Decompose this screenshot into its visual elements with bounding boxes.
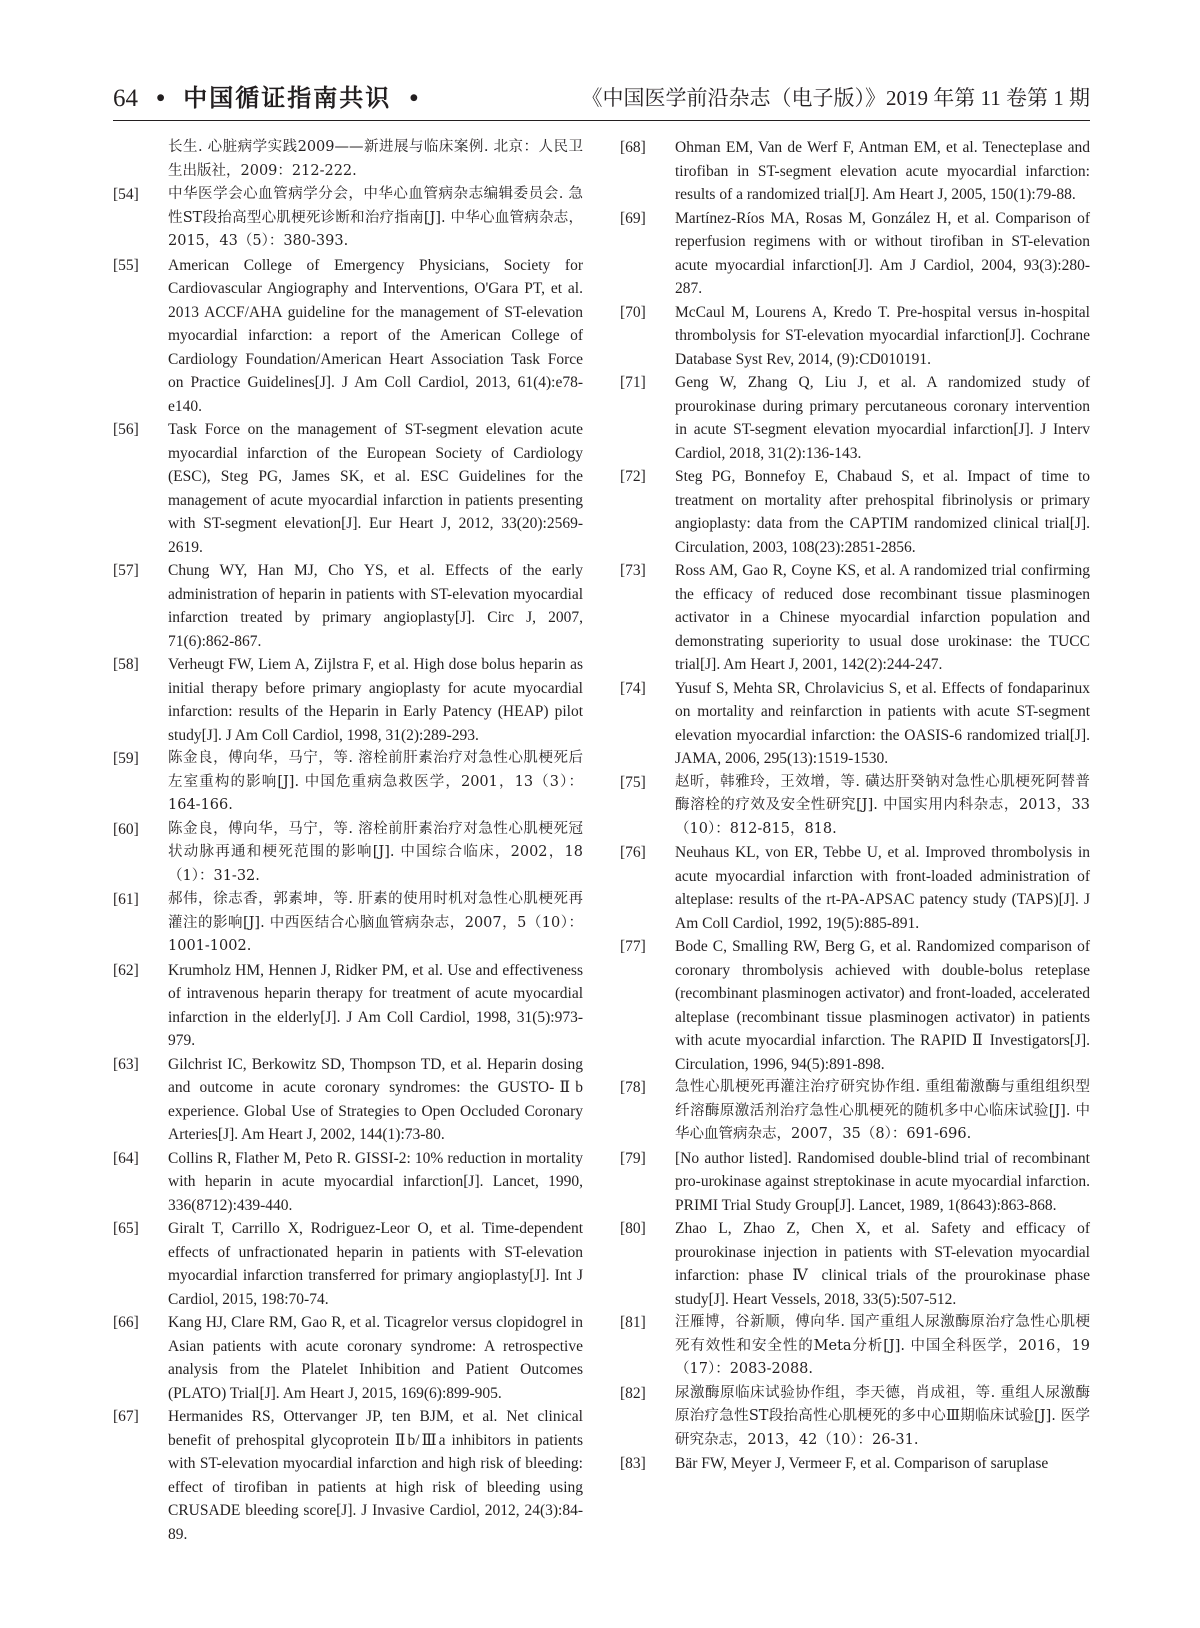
page-number: 64: [113, 85, 138, 112]
reference-text: Ohman EM, Van de Werf F, Antman EM, et al. Tenecteplase and tirofiban in ST-segment elevation acute myocardial infarction: results of a randomized trial[J]. Am Heart J, 2005, 150(1):79-88.: [675, 139, 1090, 203]
reference-text: Bode C, Smalling RW, Berg G, et al. Randomized comparison of coronary thrombolysis achieved with double-bolus reteplase (recombinant plasminogen activator) and front-loaded, accelerated alteplase (recombinant tissue plasminogen activator) in patients with acute myocardial infarction. The RAPID Ⅱ Investigators[J]. Circulation, 1996, 94(5):891-898.: [675, 938, 1090, 1073]
reference-text: 尿激酶原临床试验协作组，李天德，肖成祖，等. 重组人尿激酶原治疗急性ST段抬高性心肌梗死的多中心Ⅲ期临床试验[J]. 医学研究杂志，2013，42（10）：26-31.: [675, 1384, 1090, 1448]
reference-number: [71]: [620, 374, 646, 391]
header-rule: [113, 120, 1090, 121]
reference-item: [113, 418, 583, 559]
reference-number: [70]: [620, 303, 646, 321]
reference-item: [113, 183, 583, 254]
reference-text: Krumholz HM, Hennen J, Ridker PM, et al. Use and effectiveness of intravenous heparin therapy for treatment of acute myocardial infarction in the elderly[J]. J Am Coll Cardiol, 1998, 31(5):973-979.: [168, 961, 583, 1049]
reference-number: [64]: [113, 1149, 139, 1167]
reference-item: [620, 1076, 1090, 1147]
reference-text: Neuhaus KL, von ER, Tebbe U, et al. Improved thrombolysis in acute myocardial infarction with front-loaded administration of alteplase: results of the rt-PA-APSAC patency study (TAPS)[J]. J Am Coll Cardiol, 1992, 19(5):885-891.: [675, 844, 1090, 932]
reference-number: [78]: [620, 1079, 646, 1096]
reference-item: [620, 465, 1090, 559]
reference-number: [69]: [620, 209, 646, 227]
reference-item: [620, 207, 1090, 301]
reference-number: [82]: [620, 1384, 646, 1402]
reference-item: [113, 959, 583, 1053]
reference-item: [620, 771, 1090, 842]
reference-item: [620, 1452, 1090, 1476]
header-separator: •: [409, 85, 419, 112]
reference-text: McCaul M, Lourens A, Kredo T. Pre-hospital versus in-hospital thrombolysis for ST-elevation myocardial infarction[J]. Cochrane Database Syst Rev, 2014, (9):CD010191.: [675, 303, 1090, 368]
reference-text: Steg PG, Bonnefoy E, Chabaud S, et al. Impact of time to treatment on mortality after prehospital fibrinolysis or primary angioplasty: data from the CAPTIM randomized clinical trial[J]. Circulation, 2003, 108(23):2851-2856.: [675, 468, 1090, 556]
reference-item: [620, 136, 1090, 207]
reference-item: [620, 1217, 1090, 1311]
reference-text: Hermanides RS, Ottervanger JP, ten BJM, et al. Net clinical benefit of prehospital glycoprotein Ⅱb/Ⅲa inhibitors in patients with ST-elevation myocardial infarction and high risk of bleeding: effect of tirofiban in patients at high risk of bleeding using CRUSADE bleeding score[J]. J Invasive Cardiol, 2012, 24(3):84-89.: [168, 1408, 583, 1543]
reference-item: [113, 1311, 583, 1405]
reference-number: [59]: [113, 750, 139, 767]
header-separator: •: [156, 85, 166, 112]
reference-item: [113, 254, 583, 419]
reference-number: [83]: [620, 1455, 646, 1472]
reference-text: Chung WY, Han MJ, Cho YS, et al. Effects of the early administration of heparin in patients with ST-elevation myocardial infarction treated by primary angioplasty[J]. Circ J, 2007, 71(6):862-867.: [168, 562, 583, 650]
header-left: [113, 78, 430, 119]
reference-text: Martínez-Ríos MA, Rosas M, González H, et al. Comparison of reperfusion regimens with or without tirofiban in ST-elevation acute myocardial infarction[J]. Am J Cardiol, 2004, 93(3):280-287.: [675, 209, 1090, 297]
reference-item: [113, 1405, 583, 1546]
reference-text: Kang HJ, Clare RM, Gao R, et al. Ticagrelor versus clopidogrel in Asian patients with acute coronary syndrome: A retrospective analysis from the Platelet Inhibition and Patient Outcomes (PLATO) Trial[J]. Am Heart J, 2015, 169(6):899-905.: [168, 1314, 583, 1402]
reference-item: [620, 841, 1090, 935]
reference-item: [620, 1311, 1090, 1382]
reference-item: [620, 301, 1090, 372]
reference-item: [113, 1053, 583, 1147]
reference-number: [80]: [620, 1220, 646, 1237]
reference-text: Geng W, Zhang Q, Liu J, et al. A randomized study of prourokinase during primary percutaneous coronary intervention in acute ST-segment elevation myocardial infarction[J]. J Interv Cardiol, 2018, 31(2):136-143.: [675, 374, 1090, 462]
reference-number: [72]: [620, 468, 646, 485]
reference-number: [76]: [620, 844, 646, 861]
reference-text: Task Force on the management of ST-segment elevation acute myocardial infarction of the European Society of Cardiology (ESC), Steg PG, James SK, et al. ESC Guidelines for the management of acute myocardial infarction in patients presenting with ST-segment elevation[J]. Eur Heart J, 2012, 33(20):2569-2619.: [168, 421, 583, 556]
reference-number: [73]: [620, 562, 646, 579]
reference-number: [63]: [113, 1055, 139, 1073]
reference-text: Verheugt FW, Liem A, Zijlstra F, et al. High dose bolus heparin as initial therapy before primary angioplasty for acute myocardial infarction: results of the Heparin in Early Patency (HEAP) pilot study[J]. J Am Coll Cardiol, 1998, 31(2):289-293.: [168, 656, 583, 744]
reference-text: 陈金良，傅向华，马宁，等. 溶栓前肝素治疗对急性心肌梗死后左室重构的影响[J]. 中国危重病急救医学，2001，13（3）：164-166.: [168, 750, 583, 813]
reference-number: [55]: [113, 256, 139, 274]
reference-text: Giralt T, Carrillo X, Rodriguez-Leor O, et al. Time-dependent effects of unfractionated heparin in patients with ST-elevation myocardial infarction transferred for primary angioplasty[J]. Int J Cardiol, 2015, 198:70-74.: [168, 1220, 583, 1308]
reference-number: [56]: [113, 421, 139, 438]
reference-item: [113, 888, 583, 959]
reference-text: 陈金良，傅向华，马宁，等. 溶栓前肝素治疗对急性心肌梗死冠状动脉再通和梗死范围的影响[J]. 中国综合临床，2002，18（1）：31-32.: [168, 820, 583, 884]
reference-text: Ross AM, Gao R, Coyne KS, et al. A randomized trial confirming the efficacy of reduced dose recombinant tissue plasminogen activator in a Chinese myocardial infarction population and demonstrating superiority to usual dose urokinase: the TUCC trial[J]. Am Heart J, 2001, 142(2):244-247.: [675, 562, 1090, 673]
reference-number: [77]: [620, 938, 646, 955]
reference-item: [620, 1382, 1090, 1453]
reference-text: Yusuf S, Mehta SR, Chrolavicius S, et al. Effects of fondaparinux on mortality and reinfarction in patients with acute ST-segment elevation myocardial infarction: the OASIS-6 randomized trial[J]. JAMA, 2006, 295(13):1519-1530.: [675, 679, 1090, 767]
reference-number: [67]: [113, 1408, 139, 1425]
section-title: 中国循证指南共识: [183, 84, 392, 112]
reference-number: [54]: [113, 186, 139, 203]
page-header: [113, 78, 1090, 118]
reference-item: [113, 653, 583, 747]
reference-text: 长生. 心脏病学实践2009——新进展与临床案例. 北京：人民卫生出版社，2009：212-222.: [168, 139, 583, 179]
reference-item: [620, 371, 1090, 465]
reference-item: [113, 747, 583, 818]
reference-text: [No author listed]. Randomised double-blind trial of recombinant pro-urokinase against streptokinase in acute myocardial infarction. PRIMI Trial Study Group[J]. Lancet, 1989, 1(8643):863-868.: [675, 1149, 1090, 1214]
reference-text: 郝伟，徐志香，郭素坤，等. 肝素的使用时机对急性心肌梗死再灌注的影响[J]. 中西医结合心脑血管病杂志，2007，5（10）：1001-1002.: [168, 891, 583, 954]
reference-number: [79]: [620, 1149, 646, 1167]
reference-item: [113, 818, 583, 889]
reference-column-left: [113, 136, 583, 1546]
reference-number: [66]: [113, 1314, 139, 1331]
reference-text: 汪雁博，谷新顺，傅向华. 国产重组人尿激酶原治疗急性心肌梗死有效性和安全性的Meta分析[J]. 中国全科医学，2016，19（17）：2083-2088.: [675, 1314, 1090, 1377]
reference-column-right: [620, 136, 1090, 1476]
reference-number: [68]: [620, 139, 646, 156]
reference-item: [113, 1147, 583, 1218]
reference-number: [61]: [113, 891, 139, 908]
reference-item: [113, 1217, 583, 1311]
reference-item: [620, 677, 1090, 771]
reference-text: 中华医学会心血管病学分会，中华心血管病杂志编辑委员会. 急性ST段抬高型心肌梗死诊断和治疗指南[J]. 中华心血管病杂志，2015，43（5）：380-393.: [168, 186, 583, 249]
reference-number: [65]: [113, 1220, 139, 1237]
reference-number: [60]: [113, 820, 139, 838]
reference-text: 赵昕，韩雅玲，王效增，等. 磺达肝癸钠对急性心肌梗死阿替普酶溶栓的疗效及安全性研究[J]. 中国实用内科杂志，2013，33（10）：812-815，818.: [675, 773, 1090, 837]
reference-item: [620, 1147, 1090, 1218]
journal-title: 《中国医学前沿杂志（电子版）》2019 年第 11 卷第 1 期: [581, 86, 1090, 110]
reference-number: [57]: [113, 562, 139, 579]
reference-item: [113, 559, 583, 653]
reference-text: Bär FW, Meyer J, Vermeer F, et al. Comparison of saruplase: [675, 1455, 1049, 1472]
reference-text: 急性心肌梗死再灌注治疗研究协作组. 重组葡激酶与重组组织型纤溶酶原激活剂治疗急性心肌梗死的随机多中心临床试验[J]. 中华心血管病杂志，2007，35（8）：691-696.: [675, 1079, 1090, 1142]
reference-number: [75]: [620, 773, 646, 791]
reference-number: [58]: [113, 656, 139, 673]
reference-text: Gilchrist IC, Berkowitz SD, Thompson TD, et al. Heparin dosing and outcome in acute coronary syndromes: the GUSTO-Ⅱb experience. Global Use of Strategies to Open Occluded Coronary Arteries[J]. Am Heart J, 2002, 144(1):73-80.: [168, 1055, 583, 1143]
reference-item: [620, 935, 1090, 1076]
reference-number: [74]: [620, 679, 646, 697]
reference-number: [62]: [113, 961, 139, 979]
reference-text: Zhao L, Zhao Z, Chen X, et al. Safety and efficacy of prourokinase injection in patients with ST-elevation myocardial infarction: phase Ⅳ clinical trials of the prourokinase phase study[J]. Heart Vessels, 2018, 33(5):507-512.: [675, 1220, 1090, 1308]
reference-item: [620, 559, 1090, 677]
reference-item: [113, 136, 583, 183]
reference-text: American College of Emergency Physicians, Society for Cardiovascular Angiography and Interventions, O'Gara PT, et al. 2013 ACCF/AHA guideline for the management of ST-elevation myocardial infarction: a report of the American College of Cardiology Foundation/American Heart Association Task Force on Practice Guidelines[J]. J Am Coll Cardiol, 2013, 61(4):e78-e140.: [168, 256, 583, 415]
reference-number: [81]: [620, 1314, 646, 1331]
reference-text: Collins R, Flather M, Peto R. GISSI-2: 10% reduction in mortality with heparin in acute myocardial infarction[J]. Lancet, 1990, 336(8712):439-440.: [168, 1149, 583, 1214]
